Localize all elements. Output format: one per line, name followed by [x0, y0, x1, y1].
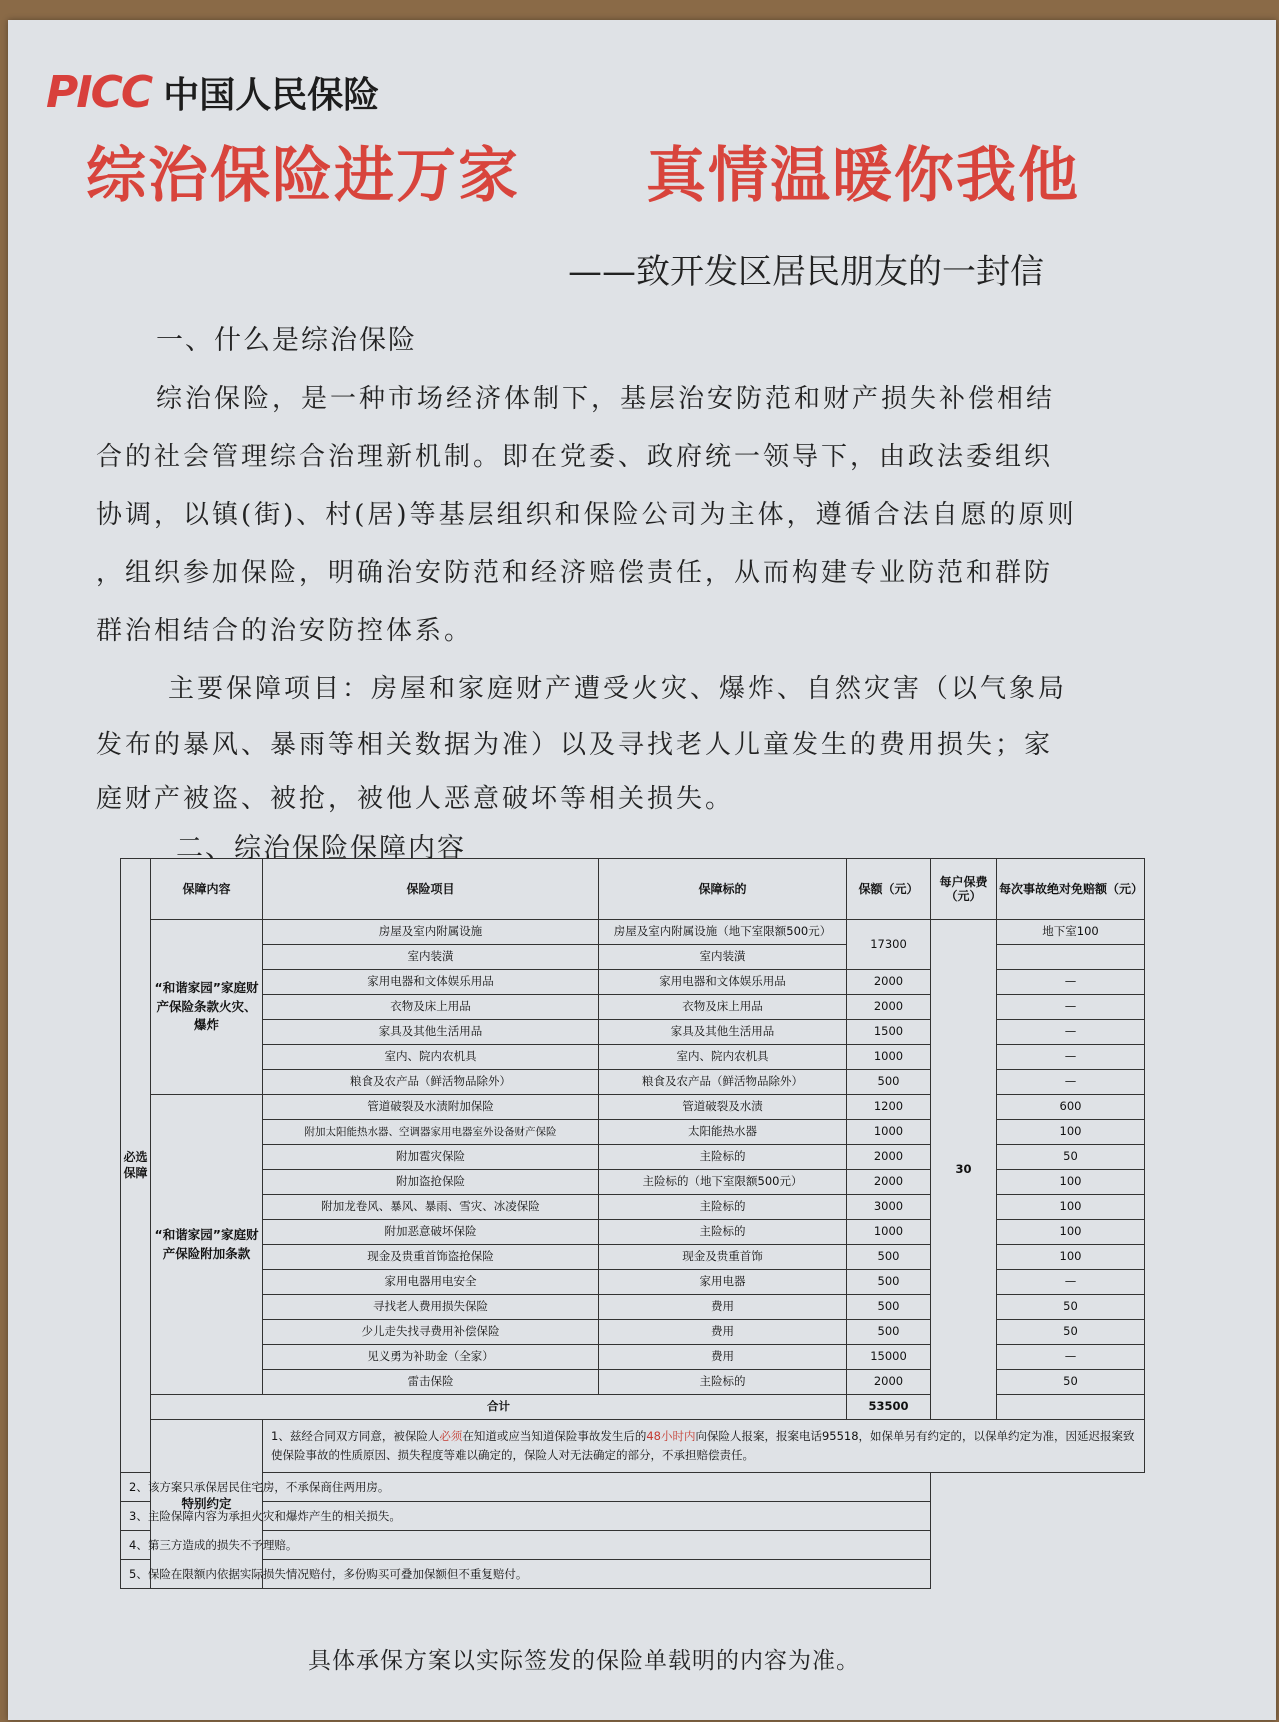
- para2-line: 发布的暴风、暴雨等相关数据为准）以及寻找老人儿童发生的费用损失；家: [96, 730, 1054, 760]
- coverage-table: [120, 858, 1145, 1589]
- cell-amount: 1200: [847, 1095, 931, 1120]
- cell-amount: 3000: [847, 1195, 931, 1220]
- cell-amount: 2000: [847, 1145, 931, 1170]
- cell-deductible: 50: [997, 1320, 1145, 1345]
- cell-deductible: —: [997, 995, 1145, 1020]
- cell-subject: 主险标的: [599, 1145, 847, 1170]
- cell-deductible: —: [997, 1020, 1145, 1045]
- special-label: 特别约定: [151, 1420, 263, 1589]
- special-row: [121, 1502, 1145, 1531]
- cell-amount: 2000: [847, 970, 931, 995]
- header-subject: 保障标的: [599, 859, 847, 920]
- header-deductible: 每次事故绝对免赔额（元）: [997, 859, 1145, 920]
- cell-amount: 2000: [847, 995, 931, 1020]
- note1-text: 向保险人报案，报案电话95518，如保单另有约定的，以保单约定为准，因延迟报案致使保险事故的性质原因、损失程度等难以确定的，保险人对无法确定的部分，不承担赔偿责任。: [271, 1429, 1135, 1462]
- cell-subject: 费用: [599, 1345, 847, 1370]
- cell-deductible: —: [997, 1045, 1145, 1070]
- cell-item: 少儿走失找寻费用补偿保险: [263, 1320, 599, 1345]
- cell-amount: 17300: [847, 920, 931, 970]
- total-amount: 53500: [847, 1395, 931, 1420]
- cell-deductible: —: [997, 970, 1145, 995]
- group2-label: “和谐家园”家庭财产保险附加条款: [151, 1095, 263, 1395]
- cell-item: 家用电器和文体娱乐用品: [263, 970, 599, 995]
- header-amount: 保额（元）: [847, 859, 931, 920]
- special-row: [121, 1420, 1145, 1473]
- note1-deadline: 48小时内: [646, 1429, 696, 1444]
- cell-subject: 主险标的: [599, 1220, 847, 1245]
- cell-deductible: 50: [997, 1370, 1145, 1395]
- note1-emphasis: 必须: [439, 1429, 463, 1444]
- cell-item: 附加盗抢保险: [263, 1170, 599, 1195]
- cell-deductible: 100: [997, 1245, 1145, 1270]
- para1-line: 群治相结合的治安防控体系。: [96, 616, 474, 646]
- cell-subject: 家具及其他生活用品: [599, 1020, 847, 1045]
- cell-item: 附加太阳能热水器、空调器家用电器室外设备财产保险: [263, 1120, 599, 1145]
- cell-item: 寻找老人费用损失保险: [263, 1295, 599, 1320]
- cell-item: 现金及贵重首饰盗抢保险: [263, 1245, 599, 1270]
- para1-line: 协调，以镇(街)、村(居)等基层组织和保险公司为主体，遵循合法自愿的原则: [96, 500, 1077, 530]
- cell-item: 衣物及床上用品: [263, 995, 599, 1020]
- table-row: [121, 920, 1145, 945]
- cell-item: 附加雹灾保险: [263, 1145, 599, 1170]
- note1-text: 在知道或应当知道保险事故发生后的: [462, 1429, 647, 1444]
- cell-deductible: —: [997, 1270, 1145, 1295]
- cell-subject: 粮食及农产品（鲜活物品除外）: [599, 1070, 847, 1095]
- headline-left: 综治保险进万家: [86, 141, 520, 211]
- cell-amount: 15000: [847, 1345, 931, 1370]
- total-label: 合计: [151, 1395, 847, 1420]
- section1-heading: 一、什么是综治保险: [156, 325, 417, 356]
- header-coverage: 保障内容: [151, 859, 263, 920]
- note1-text: 1、兹经合同双方同意，被保险人: [271, 1429, 440, 1444]
- cell-deductible: [997, 945, 1145, 970]
- cell-item: 室内、院内农机具: [263, 1045, 599, 1070]
- cell-item: 附加恶意破坏保险: [263, 1220, 599, 1245]
- para1-line: 综治保险，是一种市场经济体制下，基层治安防范和财产损失补偿相结: [156, 384, 1056, 414]
- special-note-1: [263, 1420, 1145, 1473]
- cell-subject: 主险标的: [599, 1195, 847, 1220]
- cell-amount: 500: [847, 1270, 931, 1295]
- cell-amount: 1000: [847, 1220, 931, 1245]
- para1-line: 合的社会管理综合治理新机制。即在党委、政府统一领导下，由政法委组织: [96, 442, 1054, 472]
- cell-item: 室内装潢: [263, 945, 599, 970]
- cell-deductible: 50: [997, 1145, 1145, 1170]
- cell-subject: 主险标的: [599, 1370, 847, 1395]
- cell-amount: 500: [847, 1070, 931, 1095]
- special-note-5: 5、保险在限额内依据实际损失情况赔付，多份购买可叠加保额但不重复赔付。: [121, 1560, 931, 1589]
- special-row: [121, 1473, 1145, 1502]
- para1-line: ，组织参加保险，明确治安防范和经济赔偿责任，从而构建专业防范和群防: [96, 558, 1054, 588]
- cell-amount: 1500: [847, 1020, 931, 1045]
- cell-item: 见义勇为补助金（全家）: [263, 1345, 599, 1370]
- cell-amount: 500: [847, 1245, 931, 1270]
- para2-line: 庭财产被盗、被抢，被他人恶意破坏等相关损失。: [96, 784, 735, 814]
- cell-item: 粮食及农产品（鲜活物品除外）: [263, 1070, 599, 1095]
- special-row: [121, 1531, 1145, 1560]
- cell-deductible: 地下室100: [997, 920, 1145, 945]
- cell-deductible: 100: [997, 1195, 1145, 1220]
- special-note-2: 2、该方案只承保居民住宅房，不承保商住两用房。: [121, 1473, 931, 1502]
- coverage-table-wrap: [120, 858, 1144, 1589]
- headline-right: 真情温暖你我他: [646, 141, 1080, 211]
- cell-subject: 家用电器和文体娱乐用品: [599, 970, 847, 995]
- cell-item: 家用电器用电安全: [263, 1270, 599, 1295]
- picc-logo-mark: PICC: [46, 66, 152, 118]
- cell-subject: 家用电器: [599, 1270, 847, 1295]
- header-premium: 每户保费（元）: [931, 859, 997, 920]
- cell-amount: 2000: [847, 1370, 931, 1395]
- flyer-paper: [8, 20, 1276, 1720]
- cell-subject: 现金及贵重首饰: [599, 1245, 847, 1270]
- para2-line: 主要保障项目：房屋和家庭财产遭受火灾、爆炸、自然灾害（以气象局: [168, 674, 1068, 704]
- cell-deductible: 600: [997, 1095, 1145, 1120]
- group1-label: “和谐家园”家庭财产保险条款火灾、爆炸: [151, 920, 263, 1095]
- special-note-3: 3、主险保障内容为承担火灾和爆炸产生的相关损失。: [121, 1502, 931, 1531]
- cell-item: 房屋及室内附属设施: [263, 920, 599, 945]
- cell-item: 附加龙卷风、暴风、暴雨、雪灾、冰凌保险: [263, 1195, 599, 1220]
- cell-subject: 管道破裂及水渍: [599, 1095, 847, 1120]
- cell-deductible: 100: [997, 1220, 1145, 1245]
- cell-amount: 2000: [847, 1170, 931, 1195]
- cell-subject: 费用: [599, 1320, 847, 1345]
- section2-heading: 二、综治保险保障内容: [176, 833, 466, 864]
- cell-deductible: —: [997, 1070, 1145, 1095]
- total-premium-empty: [997, 1395, 1145, 1420]
- cell-subject: 太阳能热水器: [599, 1120, 847, 1145]
- cell-subject: 主险标的（地下室限额500元）: [599, 1170, 847, 1195]
- cell-deductible: 50: [997, 1295, 1145, 1320]
- cell-deductible: 100: [997, 1120, 1145, 1145]
- cell-item: 家具及其他生活用品: [263, 1020, 599, 1045]
- special-note-4: 4、第三方造成的损失不予理赔。: [121, 1531, 931, 1560]
- picc-logo: [46, 62, 379, 122]
- cell-deductible: —: [997, 1345, 1145, 1370]
- cell-subject: 费用: [599, 1295, 847, 1320]
- cell-subject: 房屋及室内附属设施（地下室限额500元）: [599, 920, 847, 945]
- table-header-row: [121, 859, 1145, 920]
- cell-amount: 1000: [847, 1120, 931, 1145]
- cell-subject: 衣物及床上用品: [599, 995, 847, 1020]
- letter-subtitle: ——致开发区居民朋友的一封信: [568, 252, 1044, 292]
- cell-subject: 室内、院内农机具: [599, 1045, 847, 1070]
- cell-item: 雷击保险: [263, 1370, 599, 1395]
- cell-amount: 500: [847, 1295, 931, 1320]
- special-row: [121, 1560, 1145, 1589]
- footer-note: 具体承保方案以实际签发的保险单载明的内容为准。: [308, 1648, 860, 1674]
- cell-amount: 1000: [847, 1045, 931, 1070]
- cell-deductible: 100: [997, 1170, 1145, 1195]
- cell-amount: 500: [847, 1320, 931, 1345]
- picc-logo-name: 中国人民保险: [163, 74, 380, 116]
- cell-premium: 30: [931, 920, 997, 1420]
- header-item: 保险项目: [263, 859, 599, 920]
- cell-subject: 室内装潢: [599, 945, 847, 970]
- cell-item: 管道破裂及水渍附加保险: [263, 1095, 599, 1120]
- mandatory-coverage-label: 必选保障: [121, 859, 151, 1473]
